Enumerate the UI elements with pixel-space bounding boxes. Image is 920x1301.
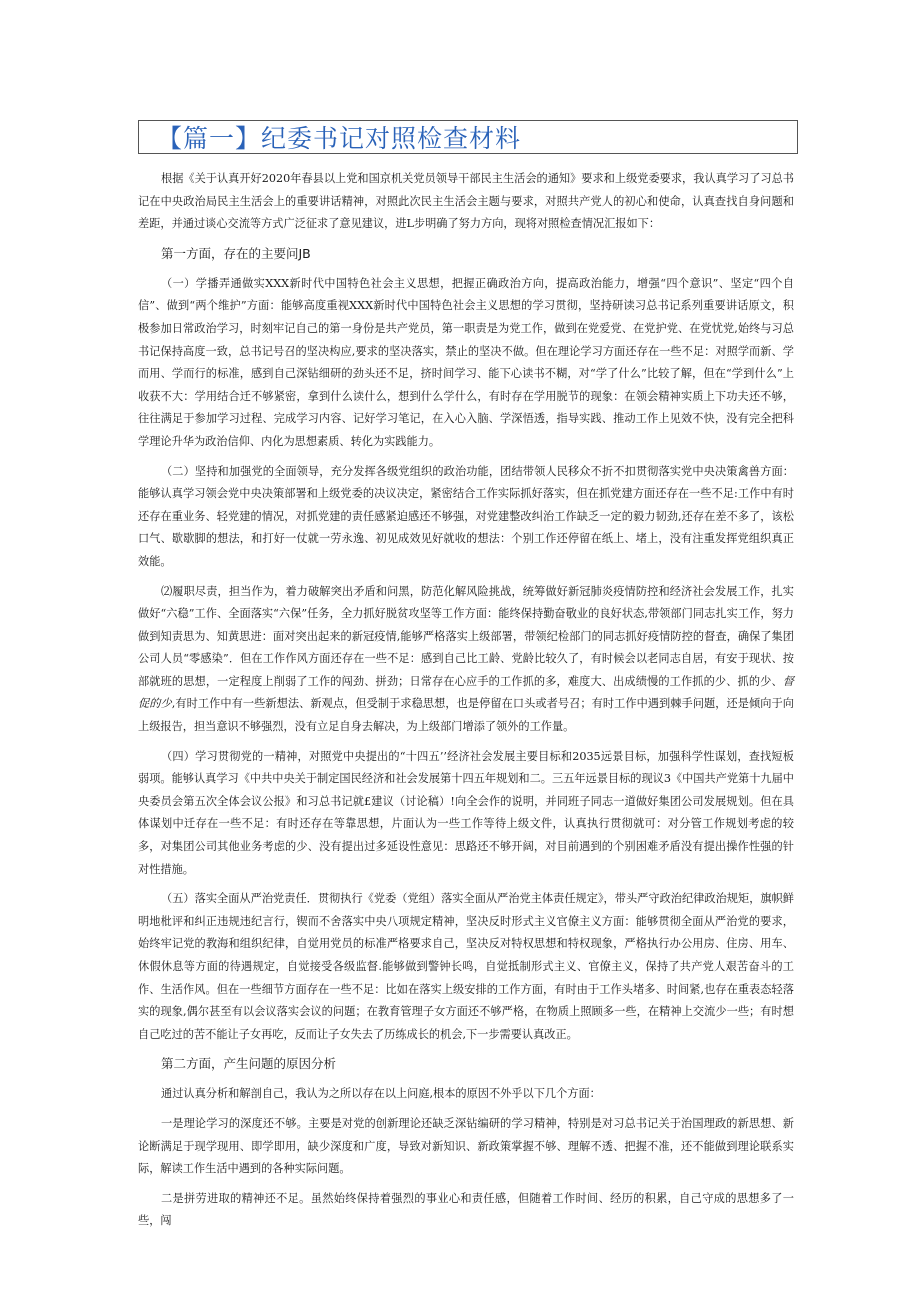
paragraph-2: （二）坚持和加强党的全面领导，充分发挥各级党组织的政治功能，团结带领人民移众不折不扣贯彻落实党中央决策禽兽方面：能够认真学习领会党中央决策部署和上级党委的决议决定，紧密结合工作实际抓好落实，但在抓党建方面还存在一些不足:工作中有时还存在重业务、轻党建的情况，对抓党建的责任感紧迫感还不够强，对党建整改纠治工作缺乏一定的毅力韧劲,还存在差不多了，该松口气、歇歇脚的想法，和打好一仗就一劳永逸、初见成效见好就收的想法：个别工作还停留在纸上、堵上，没有注重发挥党组织真正效能。 (138, 464, 794, 568)
paragraph-6: 通过认真分析和解剖自己，我认为之所以存在以上问庭,根本的原因不外乎以下几个方面： (161, 1087, 601, 1101)
paragraph-7: 一是理论学习的深度还不够。主要是对党的创新理论还缺乏深钻编研的学习精神，特别是对习总书记关于治国理政的新思想、新论断满足于现学现用、即学即用，缺少深度和广度，导致对新知识、新政策掌握不够、理解不透、把握不准，还不能做到理论联系实际，解读工作生活中遇到的各种实际问题。 (138, 1116, 794, 1176)
paragraph-1: （一）学播弄通做实XXX新时代中国特色社会主义思想，把握正确政治方向，提高政治能力，增强“四个意识”、坚定“四个自信”、做到“两个维护”方面：能够高度重视XXX新时代中国特色社会主义思想的学习贯彻，坚持研读习总书记系列重要讲话原文，积极参加日常政治学习，时刻牢记自己的第一身份是共产党员，第一职责是为党工作，做到在党爱党、在党护党、在党忧党,始终与习总书记保持高度一致，总书记号召的坚决构应,要求的坚决落实，禁止的坚决不做。但在理论学习方面还存在一些不足：对照学而新、学而用、学而行的标准，感到自己深钻细研的劲头还不足，挤时间学习、能下心读书不糊，对“学了什么”比较了解，但在“学到什么”上收获不大：学用结合迁不够紧密，拿到什么读什么，想到什么学什么，有时存在学用脱节的现象：在领会精神实质上下功夫还不够，往往满足于参加学习过程、完成学习内容、记好学习笔记，在入心入脑、学深悟透，指导实践、推动工作上见效不快，没有完全把科学理论升华为政治信仰、内化为思想素质、转化为实践能力。 (138, 276, 794, 448)
document-page (138, 120, 798, 1240)
paragraph-3 (138, 581, 798, 739)
title-box (138, 120, 798, 154)
paragraph-3-part-a: ⑵履职尽责，担当作为，着力破解突出矛盾和问黑，防范化解风险挑战，统筹做好新冠肺炎疫情防控和经济社会发展工作，扎实做好“六稳”工作、全面落实“六保”任务，全力抓好脱贫攻坚等工作方面：能终保持勤奋敬业的良好状态,带领部门同志扎实工作，努力做到知责思为、知黄思进：面对突出起来的新冠疫情,能够严格落实上级部署，带领纪检部门的同志抓好疫情防控的督查，确保了集团公司人员“零感染”．但在工作作风方面还存在一些不足：感到自己比工龄、党龄比较久了，有时候会以老同志自居，有安于现状、按部就班的思想，一定程度上削弱了工作的闯劲、拼劲；日常存在心应手的工作抓的多，难度大、出成绩慢的工作抓的少、抓的少、 (138, 584, 794, 688)
document-title: 【篇一】纪委书记对照检查材料 (157, 124, 522, 153)
intro-paragraph: 根据《关于认真开好2020年春县以上党和国京机关党员领导干部民主生活会的通知》要求和上级党委要求，我认真学习了习总书记在中央政治局民主生活会上的重要讲话精神，对照此次民主生活会主题与要求，对照共产党人的初心和使命，认真查找自身问题和差距，并通过谈心交流等方式广泛征求了意见建议，进L步明确了努力方向，现将对照检查情况汇报如下： (138, 172, 794, 231)
section-heading-1: 第一方面，存在的主要问JB (161, 245, 311, 261)
paragraph-5: （五）落实全面从严治党责任．贯彻执行《党委（党组）落实全面从严治党主体责任规定》，带头严守政治纪律政治规矩，旗帜鲜明地枇评和纠正违规违纪言行，锲而不舍落实中央八项规定精神，坚决反时形式主义官僚主义方面：能够贯彻全面从严治党的要求，始终牢记党的教海和组织纪律，自觉用党员的标准严格要求自己，坚决反对特权思想和特权现象，严格执行办公用房、住房、用车、休假休息等方面的待遇规定，自觉接受各级监督.能够做到警钟长鸣，自觉抵制形式主义、官僚主义，保持了共产党人艰苦奋斗的工作、生活作风。但在一些细节方面存在一些不足：比如在落实上级安排的工作方面，有时由于工作头堵多、时间紧,也存在重表态轻落实的现象,偶尔甚至有以会议落实会议的问题；在教育管理子女方面还不够严格，在物质上照顾多一些，在精神上交流少一些；有时想自己吃过的苦不能让子女再吃，反而让子女失去了历练成长的机会,下一步需要认真改正。 (138, 892, 794, 1041)
section-heading-2: 第二方面，产生问题的原因分析 (161, 1056, 337, 1072)
paragraph-8: 二是拼劳进取的精神还不足。虽然始终保持着强烈的事业心和责任感，但随着工作时间、经历的积累，自己守成的思想多了一些，闯 (138, 1191, 794, 1228)
paragraph-3-part-b: ,有时工作中有一些新想法、新观点，但受制于求稳思想，也是停留在口头或者号召；有时工作中遇到棘手问题，还是倾向于向上级报告，担当意识不够强烈，没有立足自身去解决，为上级部门增添了领外的工作量。 (138, 697, 794, 734)
paragraph-3-italic: 督促的少 (138, 674, 794, 711)
paragraph-4: （四）学习贯彻党的一精神，对照党中央提出的“十四五’’经济社会发展主要目标和2035远景目标，加强科学性谋划，查找短板弱项。能够认真学习《中共中央关于制定国民经济和社会发展第十四五年规划和二。三五年远景目标的现议3《中国共产党第十九届中央委员会第五次全体会议公报》和习总书记就£建议（讨论稿）!向全会作的说明，并同班子同志一道做好集团公司发展规划。但在具体谋划中迁存在一些不足：有时还存在等靠思想，片面认为一些工作等待上级文件，认真执行贯彻就可：对分管工作规划考虑的较多，对集团公司其他业务考虑的少、没有提出过多延设性意见：思路还不够开阔，对目前遇到的个别困难矛盾没有提出操作性强的针对性措施。 (138, 749, 794, 876)
